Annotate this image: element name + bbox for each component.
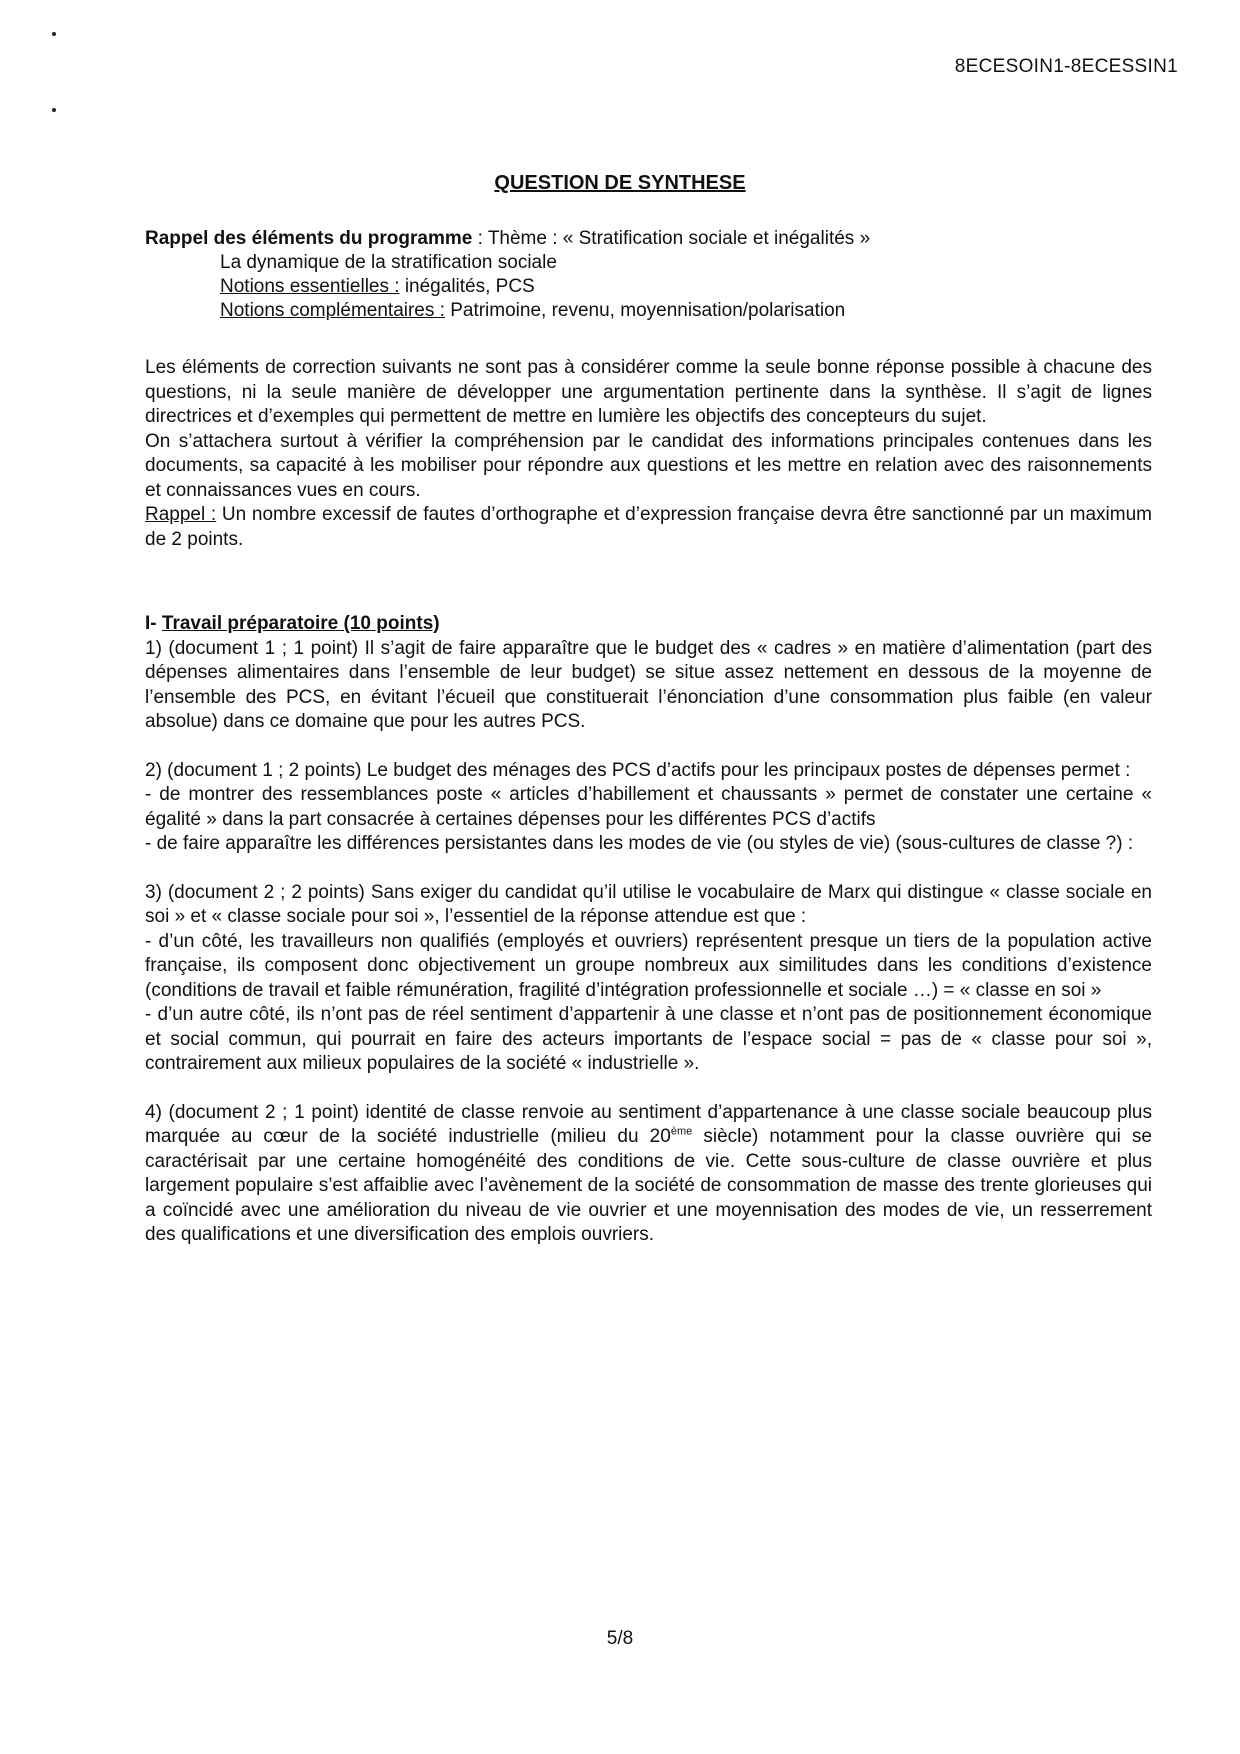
- spacer: [145, 857, 1152, 881]
- section-heading: [145, 612, 1152, 637]
- programme-theme: : Thème : « Stratification sociale et inégalités »: [472, 228, 871, 249]
- spacer: [145, 1077, 1152, 1101]
- notions-essentielles-label: Notions essentielles :: [220, 276, 400, 297]
- page-title-text: QUESTION DE SYNTHESE: [494, 172, 746, 194]
- notions-complementaires: [145, 299, 1145, 323]
- intro-block: [145, 356, 1152, 552]
- page-number: 5/8: [606, 1628, 634, 1649]
- intro-paragraph-1: Les éléments de correction suivants ne sont pas à considérer comme la seule bonne réponse possible à chacune des questions, ni la seule manière de développer une argumentation pertinente dans la synthèse. Il s’agit de lignes directrices et d’exemples qui permettent de mettre en lumière les objectifs des concepteurs du sujet.: [145, 357, 1152, 427]
- intro-paragraph-2: On s’attachera surtout à vérifier la compréhension par le candidat des informations principales contenues dans les documents, sa capacité à les mobiliser pour répondre aux questions et les mettre en relation avec des raisonnements et connaissances vues en cours.: [145, 430, 1152, 501]
- question-3-point-b: - d’un autre côté, ils n’ont pas de réel sentiment d’appartenir à une classe et n’ont pas de positionnement économique et social commun, qui pourrait en faire des acteurs importants de l’espace social = pas de « classe pour soi », contrairement aux milieux populaires de la société « industrielle ».: [145, 1004, 1152, 1074]
- exam-code: 8ECESOIN1-8ECESSIN1: [954, 56, 1178, 77]
- notions-essentielles: [145, 275, 1145, 299]
- programme-reminder: [145, 227, 1145, 323]
- rappel-text: Un nombre excessif de fautes d’orthographe et d’expression française devra être sanctionné par un maximum de 2 points.: [145, 504, 1152, 550]
- question-4-before: 4) (document 2 ; 1 point) identité de classe renvoie au sentiment d’appartenance à une classe sociale beaucoup plus marquée au cœur de la société industrielle (milieu du 20: [145, 1101, 1152, 1147]
- intro-rappel: [145, 503, 1152, 552]
- question-4: [145, 1101, 1152, 1248]
- spacer: [145, 735, 1152, 759]
- section-travail-preparatoire: [145, 612, 1152, 1248]
- programme-dynamique: La dynamique de la stratification sociale: [220, 252, 557, 273]
- section-title: Travail préparatoire (10 points): [161, 613, 440, 634]
- notions-complementaires-label: Notions complémentaires :: [220, 300, 445, 321]
- question-2-point-a: - de montrer des ressemblances poste « articles d’habillement et chaussants » permet de constater une certaine « égalité » dans la part consacrée à certaines dépenses pour les différentes PCS d’actifs: [145, 784, 1152, 830]
- question-4-superscript: ème: [670, 1125, 693, 1138]
- question-2-point-b: - de faire apparaître les différences persistantes dans les modes de vie (ou styles de vie) (sous-cultures de classe ?) :: [145, 833, 1134, 854]
- notions-complementaires-value: Patrimoine, revenu, moyennisation/polarisation: [444, 300, 846, 321]
- scan-mark-top: [52, 32, 56, 36]
- rappel-label: Rappel :: [145, 504, 217, 525]
- question-1: 1) (document 1 ; 1 point) Il s’agit de faire apparaître que le budget des « cadres » en matière d’alimentation (part des dépenses alimentaires dans l’ensemble de leur budget) se situe assez nettement en dessous de la moyenne de l’ensemble des PCS, en évitant l’écueil que constituerait l’énonciation d’une consommation plus faible (en valeur absolue) dans ce domaine que pour les autres PCS.: [145, 637, 1152, 732]
- page-title: [0, 172, 1240, 195]
- scan-mark-bottom: [52, 108, 56, 112]
- section-prefix: I-: [145, 613, 162, 634]
- question-3-intro: 3) (document 2 ; 2 points) Sans exiger du candidat qu’il utilise le vocabulaire de Marx qui distingue « classe sociale en soi » et « classe sociale pour soi », l’essentiel de la réponse attendue est que :: [145, 881, 1152, 927]
- notions-essentielles-value: inégalités, PCS: [399, 276, 535, 297]
- question-3-point-a: - d’un côté, les travailleurs non qualifiés (employés et ouvriers) représentent presque un tiers de la population active française, ils composent donc objectivement un groupe nombreux aux similitudes dans les conditions d’existence (conditions de travail et faible rémunération, fragilité d’intégration professionnelle et sociale …) = « classe en soi »: [145, 930, 1152, 1001]
- question-2-intro: 2) (document 1 ; 2 points) Le budget des ménages des PCS d’actifs pour les principaux postes de dépenses permet :: [145, 759, 1131, 781]
- programme-label: Rappel des éléments du programme: [145, 228, 473, 249]
- programme-theme-line: [145, 227, 1145, 251]
- question-4-after: siècle) notamment pour la classe ouvrière qui se caractérisait par une certaine homogénéité des conditions de vie. Cette sous-culture de classe ouvrière et plus largement populaire s’est affaiblie avec l’avènement de la société de consommation de masse des trente glorieuses qui a coïncidé avec une amélioration du niveau de vie ouvrier et une moyennisation des modes de vie, un resserrement des qualifications et une diversification des emplois ouvriers.: [145, 1126, 1152, 1245]
